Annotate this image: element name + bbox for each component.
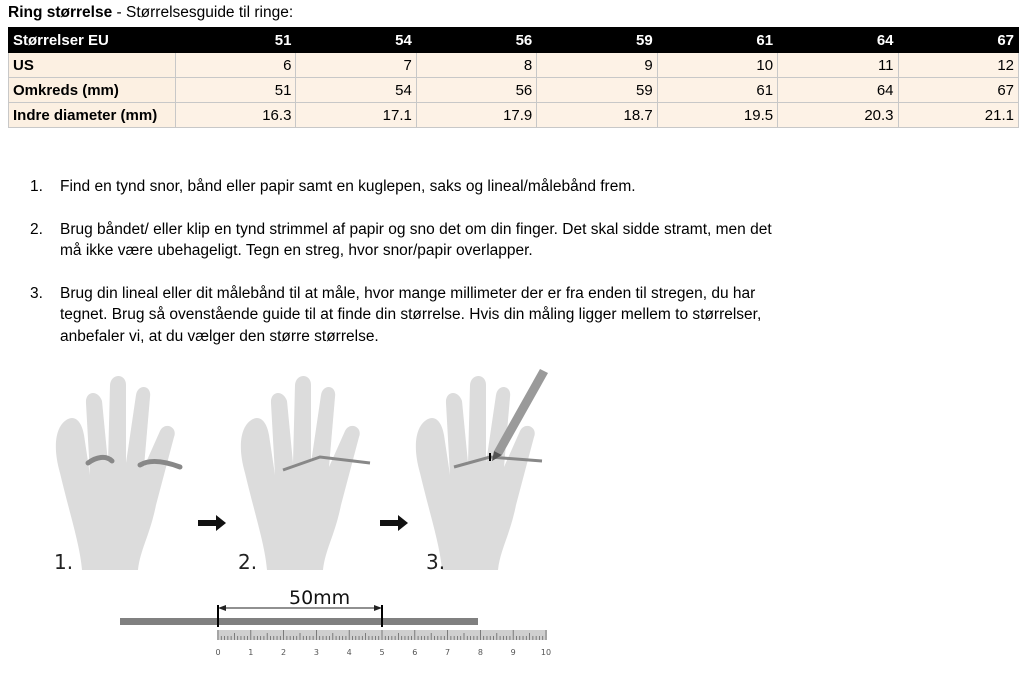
- ruler-tick-label: 5: [379, 648, 385, 657]
- step-item: [30, 219, 790, 262]
- table-cell: 54: [296, 78, 416, 103]
- table-header-cell: 51: [176, 28, 296, 53]
- measure-indicator: [218, 587, 382, 611]
- table-row: [9, 53, 1019, 78]
- table-header-cell: 54: [296, 28, 416, 53]
- ruler-tick-label: 8: [477, 648, 483, 657]
- table-cell: 67: [898, 78, 1018, 103]
- measure-label: 50mm: [289, 587, 351, 609]
- page-heading: [8, 4, 293, 22]
- table-cell: 11: [778, 53, 898, 78]
- instruction-steps: [30, 176, 790, 368]
- step-label-3: 3.: [426, 550, 446, 574]
- table-cell: Omkreds (mm): [9, 78, 176, 103]
- table-cell: 20.3: [778, 103, 898, 128]
- table-header-cell: 56: [416, 28, 536, 53]
- step-number: 2.: [30, 220, 43, 238]
- table-cell: 56: [416, 78, 536, 103]
- ruler-tick-label: 0: [215, 648, 221, 657]
- table-cell: 19.5: [657, 103, 777, 128]
- heading-rest: - Størrelsesguide til ringe:: [112, 4, 294, 21]
- table-cell: US: [9, 53, 176, 78]
- step-item: [30, 176, 790, 198]
- table-cell: 9: [537, 53, 657, 78]
- step-number: 1.: [30, 178, 43, 195]
- ruler-tick-label: 10: [540, 648, 552, 657]
- ruler-tick-label: 2: [281, 648, 287, 657]
- ruler-tick-label: 9: [510, 648, 516, 657]
- table-cell: 7: [296, 53, 416, 78]
- ruler-tick-label: 4: [346, 648, 352, 657]
- table-header-cell: 61: [657, 28, 777, 53]
- table-cell: 6: [176, 53, 296, 78]
- ruler: [215, 630, 551, 657]
- ruler-tick-label: 6: [412, 648, 418, 657]
- step-label-2: 2.: [238, 550, 258, 574]
- table-header-cell: 67: [898, 28, 1018, 53]
- table-cell: 10: [657, 53, 777, 78]
- table-header-cell: Størrelser EU: [9, 28, 176, 53]
- table-cell: 64: [778, 78, 898, 103]
- table-cell: 8: [416, 53, 536, 78]
- arrow-icon: [380, 515, 408, 531]
- ruler-tick-label: 3: [313, 648, 319, 657]
- table-cell: 18.7: [537, 103, 657, 128]
- table-header-cell: 59: [537, 28, 657, 53]
- measurement-illustration: [40, 355, 570, 675]
- step-text: Find en tynd snor, bånd eller papir samt en kuglepen, saks og lineal/målebånd frem.: [60, 178, 636, 195]
- table-cell: 51: [176, 78, 296, 103]
- table-cell: 17.9: [416, 103, 536, 128]
- table-cell: 17.1: [296, 103, 416, 128]
- step-text: Brug båndet/ eller klip en tynd strimmel af papir og sno det om din finger. Det skal sidde stramt, men det må ikke være ubehageligt. Tegn en streg, hvor snor/papir overlapper.: [60, 220, 772, 259]
- step-number: 3.: [30, 284, 43, 302]
- table-row: [9, 103, 1019, 128]
- table-header-row: [9, 28, 1019, 53]
- hand-step-2: [241, 376, 370, 570]
- paper-strip: [120, 618, 478, 625]
- hand-step-3: [416, 369, 548, 570]
- table-cell: 59: [537, 78, 657, 103]
- heading-bold: Ring størrelse: [8, 4, 113, 21]
- table-cell: Indre diameter (mm): [9, 103, 176, 128]
- step-item: [30, 283, 790, 348]
- size-table: [8, 27, 1019, 128]
- table-cell: 16.3: [176, 103, 296, 128]
- table-cell: 12: [898, 53, 1018, 78]
- hand-step-1: [56, 376, 180, 570]
- step-label-1: 1.: [54, 550, 74, 574]
- table-row: [9, 78, 1019, 103]
- table-header-cell: 64: [778, 28, 898, 53]
- ruler-tick-label: 1: [248, 648, 254, 657]
- step-text: Brug din lineal eller dit målebånd til at måle, hvor mange millimeter der er fra enden til stregen, du har tegnet. Brug så ovenstående guide til at finde din størrelse. Hvis din måling ligger mellem to størrelser, anbefaler vi, at du vælger den større størrelse.: [60, 284, 762, 345]
- table-cell: 21.1: [898, 103, 1018, 128]
- table-cell: 61: [657, 78, 777, 103]
- ruler-tick-label: 7: [445, 648, 451, 657]
- arrow-icon: [198, 515, 226, 531]
